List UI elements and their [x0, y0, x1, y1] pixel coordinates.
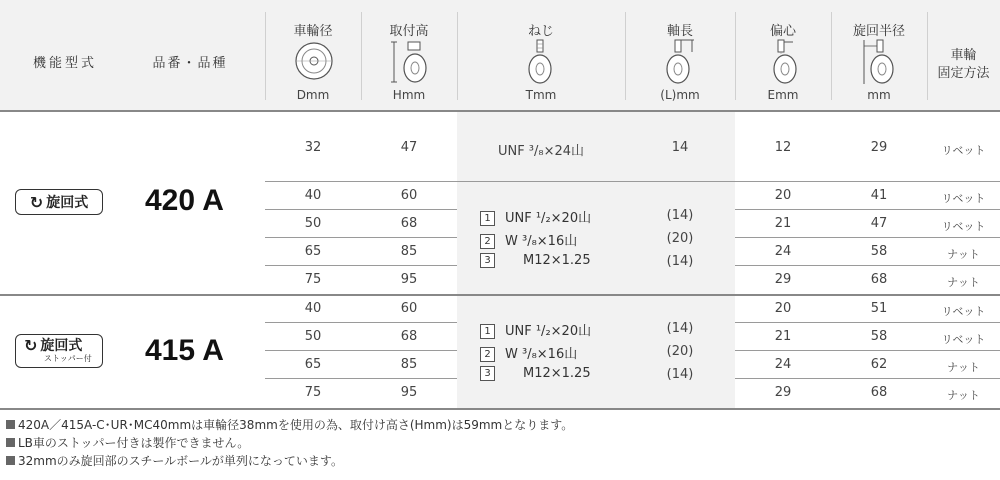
cell-fix-method: ナット — [947, 248, 980, 261]
cell-wheel-diameter: 75 — [304, 272, 322, 287]
option-number: 3 — [480, 253, 495, 268]
header-mounting-height: 取付高 — [389, 24, 429, 39]
cell-swivel-radius: 29 — [870, 140, 888, 155]
cell-fix-method: リベット — [941, 144, 986, 157]
option-number: 3 — [480, 366, 495, 381]
cell-shaft-length: 14 — [671, 140, 689, 155]
footnote-text: LB車のストッパー付きは製作できません。 — [18, 436, 250, 450]
thread-option — [480, 207, 591, 226]
option-number: 1 — [480, 324, 495, 339]
cell-fix-method: リベット — [941, 192, 986, 205]
row-divider — [735, 322, 1000, 323]
cell-mounting-height: 60 — [400, 188, 418, 203]
thread-spec: W ³/₈×16山 — [505, 234, 578, 249]
option-number: 1 — [480, 211, 495, 226]
thread-spec: UNF ¹/₂×20山 — [505, 324, 592, 339]
header-fix-method-line2: 固定方法 — [937, 66, 990, 81]
cell-fix-method: ナット — [947, 276, 980, 289]
thread-option — [480, 230, 577, 249]
thread-option — [480, 320, 591, 339]
cell-fix-method: ナット — [947, 389, 980, 402]
cell-swivel-radius: 68 — [870, 385, 888, 400]
header-thread: ねじ — [527, 24, 554, 39]
thread-option — [480, 366, 591, 381]
cell-fix-method: リベット — [941, 220, 986, 233]
cell-offset: 24 — [774, 244, 792, 259]
cell-swivel-radius: 41 — [870, 188, 888, 203]
footnote — [6, 434, 249, 451]
cell-wheel-diameter: 65 — [304, 357, 322, 372]
header-unit-d: Dmm — [296, 88, 330, 102]
swivel-icon: ↻ — [29, 192, 44, 212]
cell-wheel-diameter: 32 — [304, 140, 322, 155]
thread-option — [480, 253, 591, 268]
cell-mounting-height: 68 — [400, 216, 418, 231]
cell-mounting-height: 60 — [400, 301, 418, 316]
header-fix-method-line1: 車輪 — [950, 48, 977, 63]
header-shaft-length: 軸長 — [666, 24, 693, 39]
header-function-type: 機能型式 — [32, 56, 97, 71]
row-divider — [735, 378, 1000, 379]
swivel-radius-icon — [858, 38, 900, 86]
cell-offset: 21 — [774, 216, 792, 231]
header-wheel-diameter: 車輪径 — [293, 24, 333, 39]
swivel-stopper-type-badge — [15, 334, 103, 368]
thread-spec: M12×1.25 — [523, 366, 591, 381]
option-number: 2 — [480, 234, 495, 249]
bullet-square-icon — [6, 420, 15, 429]
cell-thread: UNF ³/₈×24山 — [497, 144, 585, 159]
row-divider — [735, 209, 1000, 210]
swivel-icon: ↻ — [24, 336, 38, 355]
cell-fix-method: リベット — [941, 305, 986, 318]
badge-label: 旋回式 — [46, 195, 89, 211]
cell-swivel-radius: 68 — [870, 272, 888, 287]
swivel-type-badge — [15, 189, 103, 215]
cell-shaft-length: (20) — [666, 344, 694, 359]
badge-label: 旋回式 — [40, 338, 83, 354]
cell-mounting-height: 95 — [400, 385, 418, 400]
header-unit-r: mm — [867, 88, 891, 102]
cell-mounting-height: 85 — [400, 357, 418, 372]
bullet-square-icon — [6, 438, 15, 447]
shaft-length-icon — [660, 38, 700, 86]
row-divider — [265, 181, 1000, 182]
thread-option — [480, 343, 577, 362]
cell-swivel-radius: 58 — [870, 329, 888, 344]
cell-shaft-length: (20) — [666, 231, 694, 246]
row-divider — [265, 378, 457, 379]
cell-wheel-diameter: 40 — [304, 301, 322, 316]
header-unit-t: Tmm — [525, 88, 557, 102]
cell-shaft-length: (14) — [666, 254, 694, 269]
header-swivel-radius: 旋回半径 — [852, 24, 905, 39]
row-divider — [265, 350, 457, 351]
cell-offset: 29 — [774, 272, 792, 287]
mounting-height-icon — [388, 38, 432, 86]
row-divider — [265, 237, 457, 238]
option-number: 2 — [480, 347, 495, 362]
cell-mounting-height: 95 — [400, 272, 418, 287]
row-divider — [265, 209, 457, 210]
thread-spec: M12×1.25 — [523, 253, 591, 268]
thread-spec: UNF ¹/₂×20山 — [505, 211, 592, 226]
thread-spec: W ³/₈×16山 — [505, 347, 578, 362]
offset-icon — [763, 38, 803, 86]
header-unit-e: Emm — [767, 88, 799, 102]
footnote-text: 32mmのみ旋回部のスチールボールが単列になっています。 — [18, 454, 343, 468]
footnote — [6, 416, 573, 433]
footnote — [6, 452, 343, 469]
cell-shaft-length: (14) — [666, 321, 694, 336]
row-divider — [735, 237, 1000, 238]
cell-swivel-radius: 51 — [870, 301, 888, 316]
cell-shaft-length: (14) — [666, 208, 694, 223]
cell-offset: 21 — [774, 329, 792, 344]
cell-swivel-radius: 62 — [870, 357, 888, 372]
row-divider — [265, 322, 457, 323]
row-divider — [265, 265, 457, 266]
bullet-square-icon — [6, 456, 15, 465]
wheel-diameter-icon — [293, 40, 335, 82]
model-number: 420 A — [145, 184, 224, 217]
cell-wheel-diameter: 65 — [304, 244, 322, 259]
cell-offset: 20 — [774, 188, 792, 203]
cell-fix-method: ナット — [947, 361, 980, 374]
row-divider — [735, 350, 1000, 351]
cell-offset: 20 — [774, 301, 792, 316]
model-number: 415 A — [145, 334, 224, 367]
cell-offset: 12 — [774, 140, 792, 155]
cell-swivel-radius: 47 — [870, 216, 888, 231]
cell-mounting-height: 47 — [400, 140, 418, 155]
header-unit-h: Hmm — [392, 88, 426, 102]
cell-offset: 24 — [774, 357, 792, 372]
badge-sublabel: ストッパー付 — [44, 354, 92, 363]
cell-wheel-diameter: 75 — [304, 385, 322, 400]
cell-mounting-height: 68 — [400, 329, 418, 344]
cell-wheel-diameter: 40 — [304, 188, 322, 203]
header-unit-l: (L)mm — [660, 88, 700, 102]
cell-swivel-radius: 58 — [870, 244, 888, 259]
footnote-text: 420A／415A-C･UR･MC40mmは車輪径38mmを使用の為、取付け高さ(Hmm)は59mmとなります。 — [18, 418, 574, 432]
cell-offset: 29 — [774, 385, 792, 400]
cell-wheel-diameter: 50 — [304, 216, 322, 231]
header-offset: 偏心 — [769, 24, 796, 39]
thread-icon — [522, 38, 560, 86]
header-part-number: 品番・品種 — [152, 56, 228, 71]
cell-fix-method: リベット — [941, 333, 986, 346]
row-divider — [735, 265, 1000, 266]
cell-mounting-height: 85 — [400, 244, 418, 259]
table-bottom-border — [0, 408, 1000, 410]
cell-shaft-length: (14) — [666, 367, 694, 382]
cell-wheel-diameter: 50 — [304, 329, 322, 344]
